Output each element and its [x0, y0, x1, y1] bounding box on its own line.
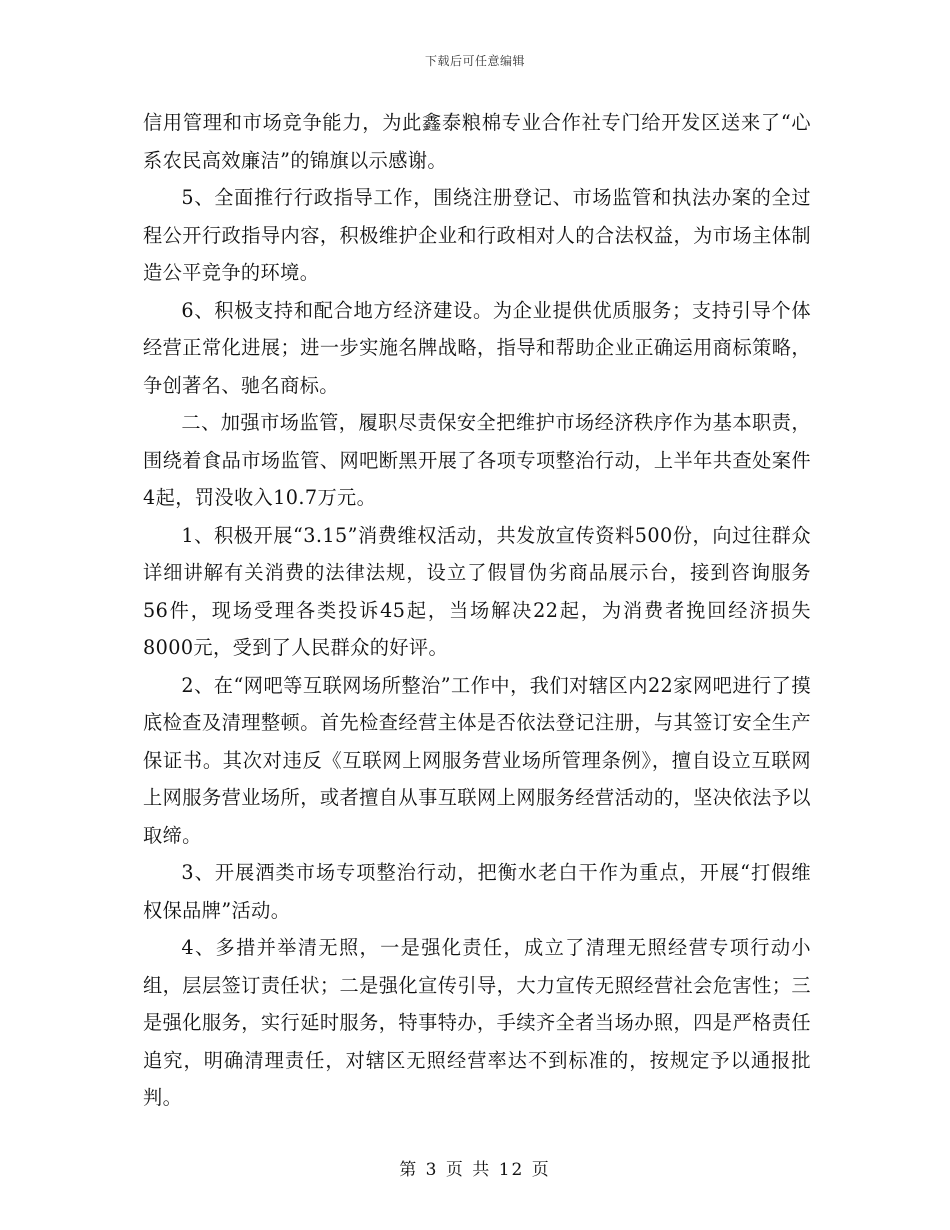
page-number-footer: 第 3 页 共 12 页 [399, 1160, 551, 1180]
document-body [143, 104, 811, 1117]
paragraph-2: 5、全面推行行政指导工作，围绕注册登记、市场监管和执法办案的全过程公开行政指导内容，积极维护企业和行政相对人的合法权益，为市场主体制造公平竞争的环境。 [143, 186, 811, 284]
paragraph-7: 3、开展酒类市场专项整治行动，把衡水老白干作为重点，开展“打假维权保品牌”活动。 [143, 861, 811, 922]
paragraph-8: 4、多措并举清无照，一是强化责任，成立了清理无照经营专项行动小组，层层签订责任状；二是强化宣传引导，大力宣传无照经营社会危害性；三是强化服务，实行延时服务，特事特办，手续齐全者当场办照，四是严格责任追究，明确清理责任，对辖区无照经营率达不到标准的，按规定予以通报批判。 [143, 936, 811, 1109]
paragraph-1: 信用管理和市场竞争能力，为此鑫泰粮棉专业合作社专门给开发区送来了“心系农民高效廉洁”的锦旗以示感谢。 [143, 111, 811, 172]
paragraph-6: 2、在“网吧等互联网场所整治”工作中，我们对辖区内22家网吧进行了摸底检查及清理整顿。首先检查经营主体是否依法登记注册，与其签订安全生产保证书。其次对违反《互联网上网服务营业场所管理条例》，擅自设立互联网上网服务营业场所，或者擅自从事互联网上网服务经营活动的，坚决依法予以取缔。 [143, 673, 811, 847]
paragraph-4: 二、加强市场监管，履职尽责保安全把维护市场经济秩序作为基本职责，围绕着食品市场监管、网吧断黑开展了各项专项整治行动，上半年共查处案件4起，罚没收入10.7万元。 [143, 411, 811, 509]
page-header-note: 下载后可任意编辑 [424, 54, 525, 68]
paragraph-3: 6、积极支持和配合地方经济建设。为企业提供优质服务；支持引导个体经营正常化进展；进一步实施名牌战略，指导和帮助企业正确运用商标策略，争创著名、驰名商标。 [143, 298, 811, 397]
paragraph-5: 1、积极开展“3.15”消费维权活动，共发放宣传资料500份，向过往群众详细讲解有关消费的法律法规，设立了假冒伪劣商品展示台，接到咨询服务56件，现场受理各类投诉45起，当场解决22起，为消费者挽回经济损失8000元，受到了人民群众的好评。 [143, 523, 811, 659]
